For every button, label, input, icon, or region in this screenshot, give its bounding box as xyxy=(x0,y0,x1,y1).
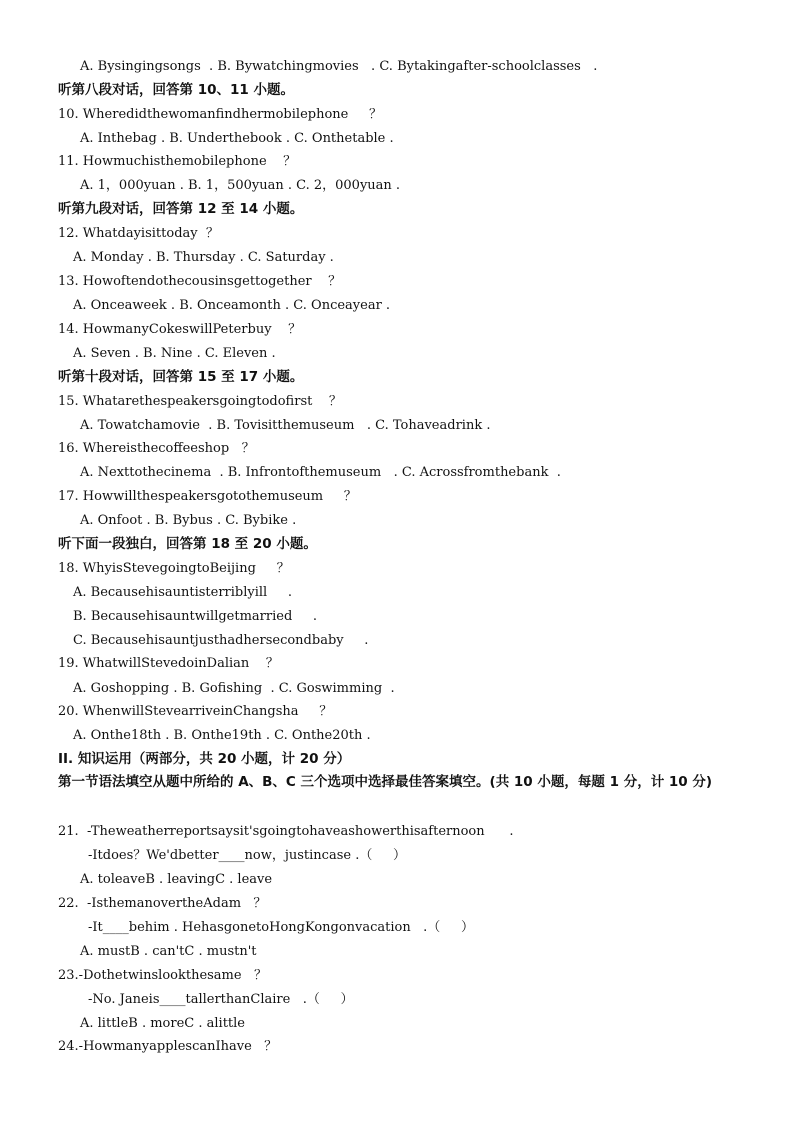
q13-options: A. Onceaweek . B. Onceamonth . C. Onceayear . xyxy=(73,298,391,313)
section-9-heading: 听第九段对话，回答第 12 至 14 小题。 xyxy=(58,201,304,217)
question-23: 23.-Dothetwinslookthesame ？ xyxy=(58,968,267,983)
section-10-heading: 听第十段对话，回答第 15 至 17 小题。 xyxy=(58,369,304,385)
q22-options: A. mustB . can'tC . mustn't xyxy=(80,944,257,959)
monologue-heading: 听下面一段独白，回答第 18 至 20 小题。 xyxy=(58,536,317,552)
question-12: 12. Whatdayisittoday ？ xyxy=(58,226,219,241)
q21-options: A. toleaveB . leavingC . leave xyxy=(80,872,273,887)
q9-options: A. Bysingingsongs . B. Bywatchingmovies . C. Bytakingafter-schoolclasses . xyxy=(80,59,598,74)
q22-reply: -It____behim . HehasgonetoHongKongonvacation .（ ） xyxy=(88,920,474,935)
question-18: 18. WhyisStevegoingtoBeijing ？ xyxy=(58,561,290,576)
q23-options: A. littleB . moreC . alittle xyxy=(80,1016,245,1031)
question-21: 21. -Theweatherreportsaysit'sgoingtohaveashowerthisafternoon . xyxy=(58,824,514,839)
q11-options: A. 1，000yuan . B. 1，500yuan . C. 2，000yuan . xyxy=(80,178,401,193)
question-17: 17. Howwillthespeakersgotothemuseum ？ xyxy=(58,489,357,504)
q19-options: A. Goshopping . B. Gofishing . C. Goswimming . xyxy=(73,681,395,696)
question-16: 16. Whereisthecoffeeshop ？ xyxy=(58,441,255,456)
q16-options: A. Nexttothecinema . B. Infrontofthemuseum . C. Acrossfromthebank . xyxy=(80,465,561,480)
question-24: 24.-HowmanyapplescanIhave ？ xyxy=(58,1039,278,1054)
q18-option-b: B. Becausehisauntwillgetmarried . xyxy=(73,609,318,624)
q20-options: A. Onthe18th . B. Onthe19th . C. Onthe20th . xyxy=(73,728,371,743)
section-8-heading: 听第八段对话，回答第 10、11 小题。 xyxy=(58,82,294,98)
q15-options: A. Towatchamovie . B. Tovisitthemuseum . C. Tohaveadrink . xyxy=(80,418,491,433)
q18-option-a: A. Becausehisauntisterriblyill . xyxy=(73,585,293,600)
question-20: 20. WhenwillStevearriveinChangsha ？ xyxy=(58,704,333,719)
question-14: 14. HowmanyCokeswillPeterbuy ？ xyxy=(58,322,302,337)
section-1-heading: 第一节语法填空从题中所给的 A、B、C 三个选项中选择最佳答案填空。(共 10 小题，每题 1 分，计 10 分) xyxy=(58,774,713,790)
q17-options: A. Onfoot . B. Bybus . C. Bybike . xyxy=(80,513,297,528)
q18-option-c: C. Becausehisauntjusthadhersecondbaby . xyxy=(73,633,369,648)
question-22: 22. -IsthemanovertheAdam ？ xyxy=(58,896,267,911)
question-10: 10. Wheredidthewomanfindhermobilephone ？ xyxy=(58,107,383,122)
q12-options: A. Monday . B. Thursday . C. Saturday . xyxy=(73,250,334,265)
q10-options: A. Inthebag . B. Underthebook . C. Onthetable . xyxy=(80,131,394,146)
question-11: 11. Howmuchisthemobilephone ？ xyxy=(58,154,297,169)
q23-reply: -No. Janeis____tallerthanClaire .（ ） xyxy=(88,992,354,1007)
q21-reply: -Itdoes？We'dbetter____now，justincase .（ ） xyxy=(88,848,407,863)
part-2-heading: II. 知识运用（两部分，共 20 小题，计 20 分） xyxy=(58,751,351,767)
question-13: 13. Howoftendothecousinsgettogether ？ xyxy=(58,274,342,289)
q14-options: A. Seven . B. Nine . C. Eleven . xyxy=(73,346,276,361)
question-19: 19. WhatwillStevedoinDalian ？ xyxy=(58,656,279,671)
question-15: 15. Whatarethespeakersgoingtodofirst ？ xyxy=(58,394,342,409)
